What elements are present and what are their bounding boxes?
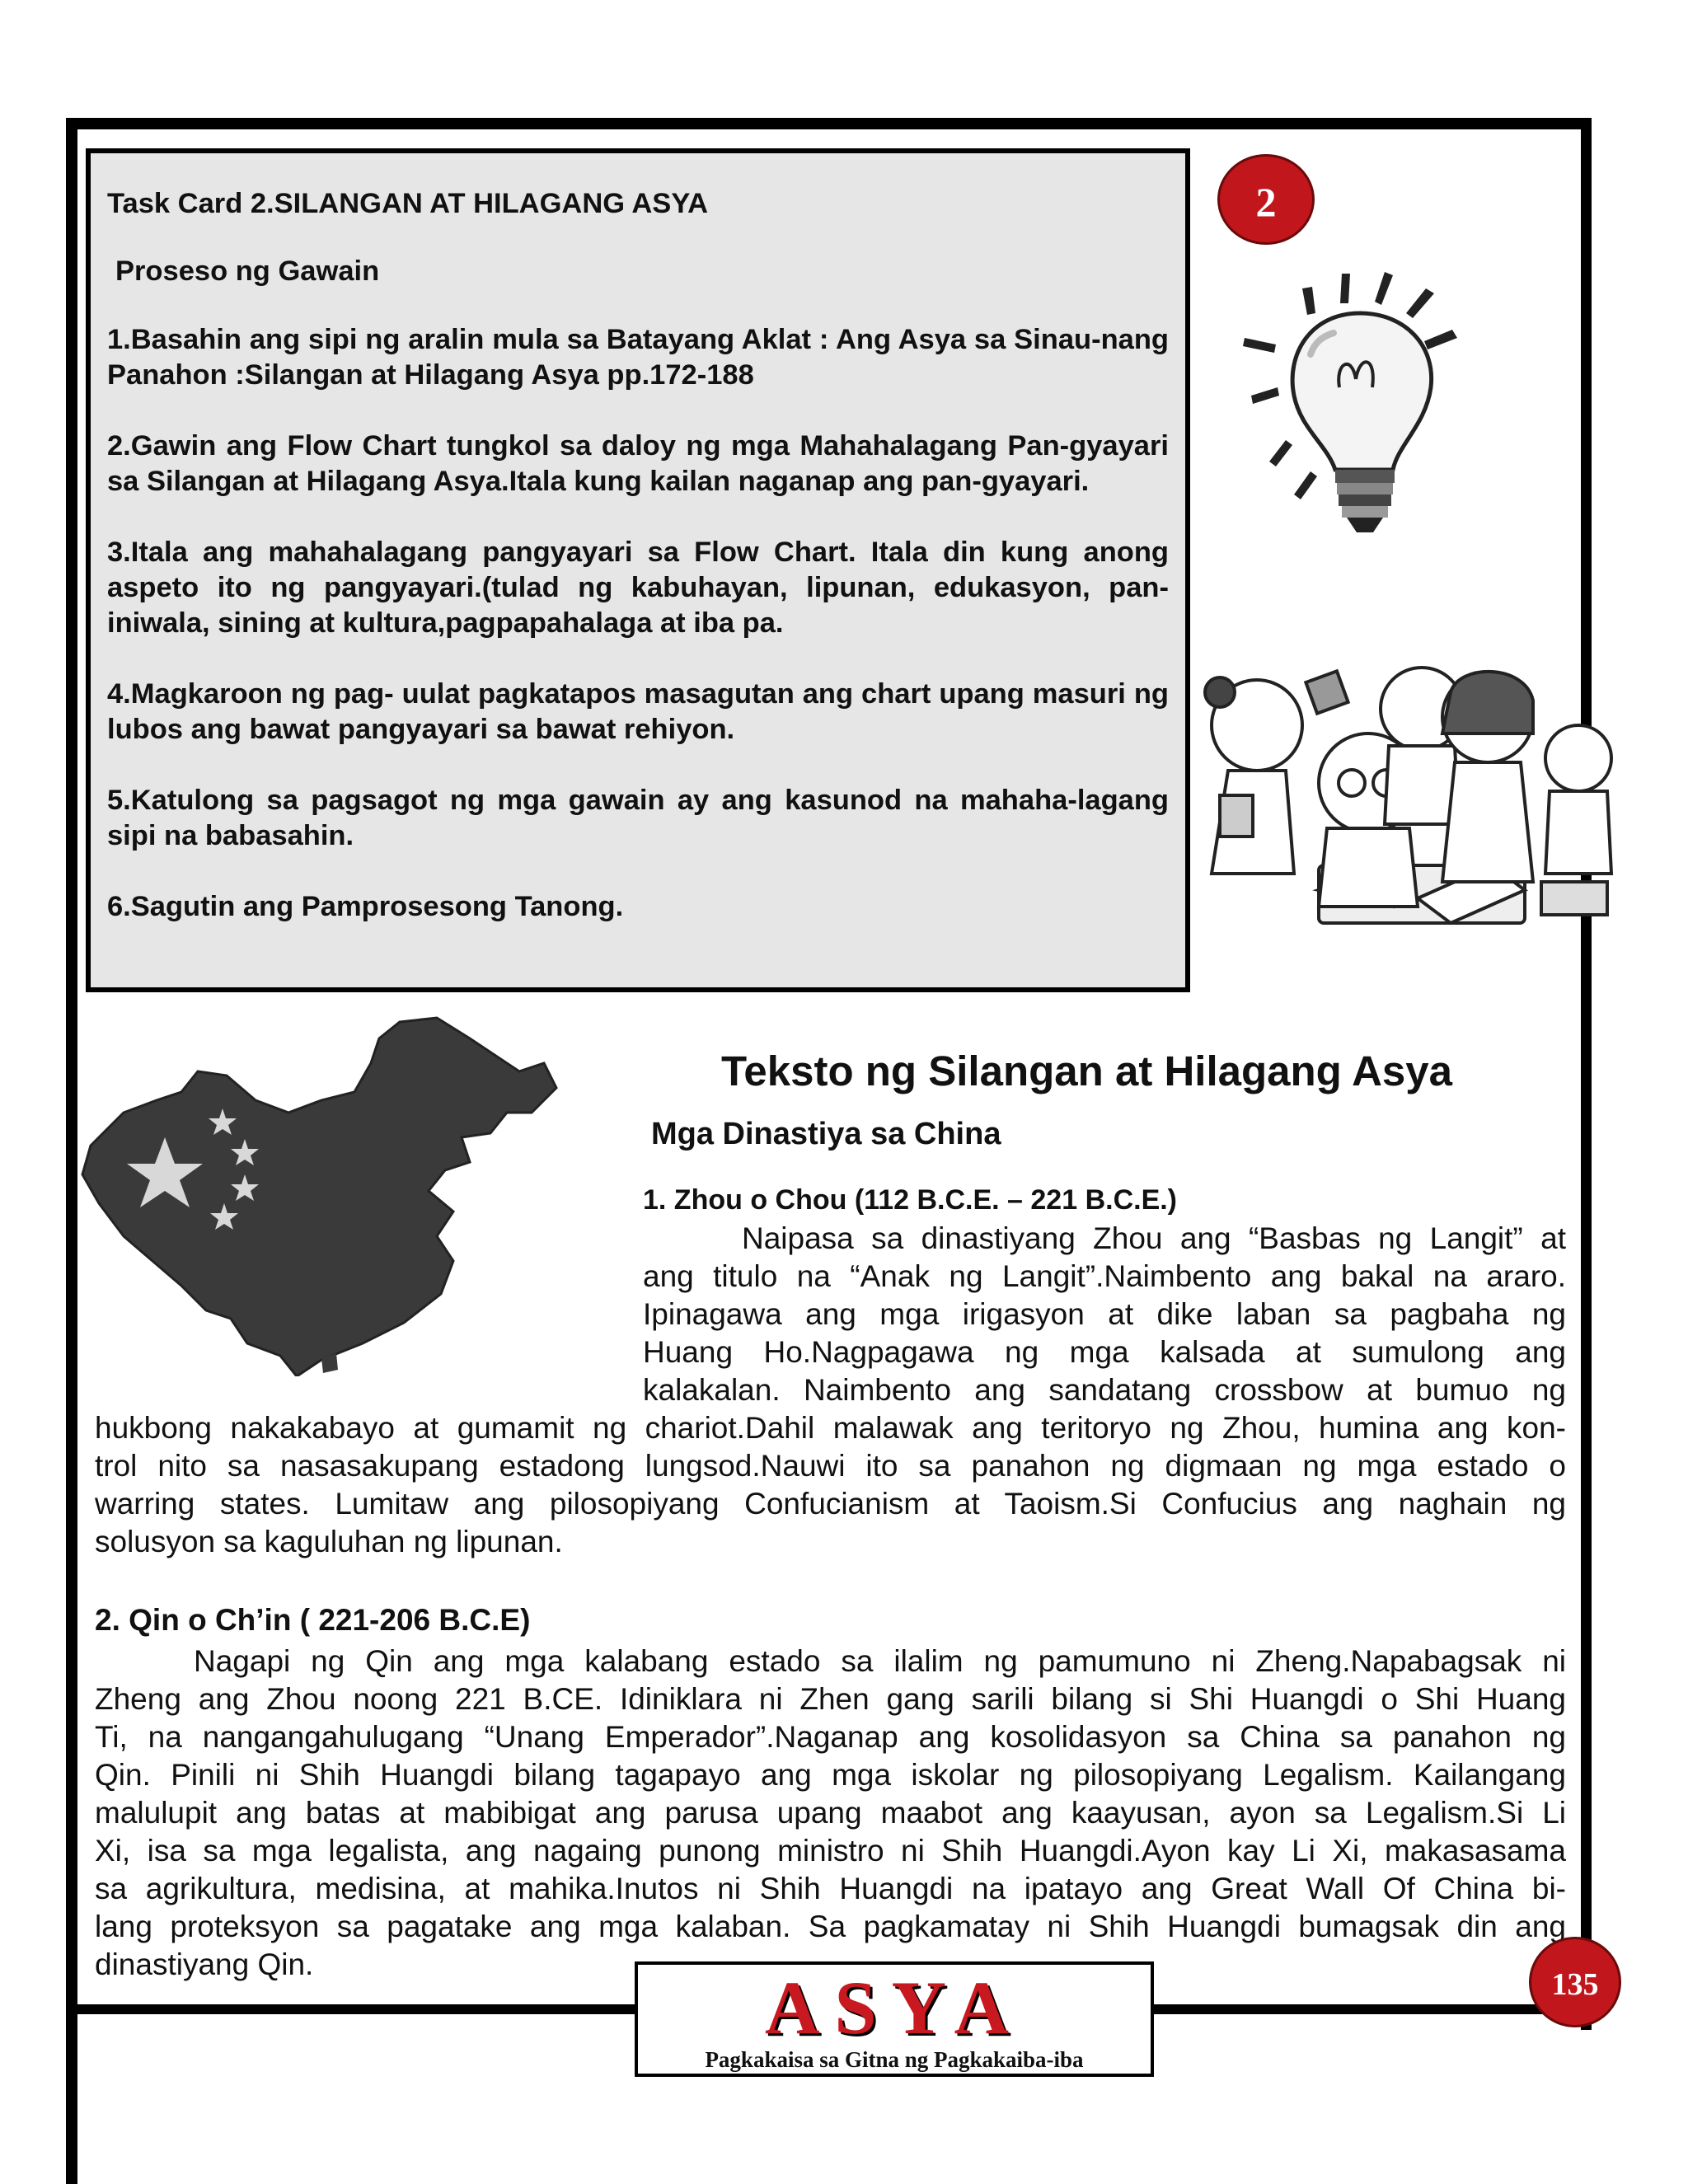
students-reading-illustration xyxy=(1195,659,1615,940)
task-card-title: Task Card 2.SILANGAN AT HILAGANG ASYA xyxy=(107,188,709,219)
page-frame-bottom-left xyxy=(70,2004,639,2014)
zhou-heading: 1. Zhou o Chou (112 B.C.E. – 221 B.C.E.) xyxy=(643,1184,1178,1216)
task-step-1: 1.Basahin ang sipi ng aralin mula sa Batayang Aklat : Ang Asya sa Sinau-nang Panahon :Silangan at Hilagang Asya pp.172-188 xyxy=(107,324,1169,391)
zhou-text-narrow xyxy=(643,1220,1566,1409)
main-heading: Teksto ng Silangan at Hilagang Asya xyxy=(721,1047,1453,1094)
qin-line: lang proteksyon sa pagatake ang mga kalaban. Sa pagkamatay ni Shih Huangdi bumagsak din ang xyxy=(95,1910,1566,1943)
process-heading: Proseso ng Gawain xyxy=(115,255,380,287)
task-step-6: 6.Sagutin ang Pamprosesong Tanong. xyxy=(107,891,624,922)
page-frame-top xyxy=(70,118,1591,129)
task-step-5: 5.Katulong sa pagsagot ng mga gawain ay ang kasunod na mahaha-lagang sipi na babasahin. xyxy=(107,785,1169,851)
zhou-line: hukbong nakakabayo at gumamit ng chariot.Dahil malawak ang teritoryo ng Zhou, humina ang kon- xyxy=(95,1411,1566,1445)
light-bulb-icon xyxy=(1236,264,1484,544)
qin-line: Qin. Pinili ni Shih Huangdi bilang tagapayo ang mga iskolar ng pilosopiyang Legalism. Kailangang xyxy=(95,1758,1566,1792)
zhou-line: ang titulo na “Anak ng Langit”.Naimbento ang bakal na araro. xyxy=(643,1259,1566,1293)
task-card xyxy=(86,148,1190,992)
qin-line: Nagapi ng Qin ang mga kalabang estado sa ilalim ng pamumuno ni Zheng.Napabagsak ni xyxy=(194,1644,1566,1678)
logo-tagline: Pagkakaisa sa Gitna ng Pagkakaiba-iba xyxy=(705,2047,1084,2072)
qin-line: dinastiyang Qin. xyxy=(95,1947,314,1981)
qin-line: Ti, na nangangahulugang “Unang Emperador”.Naganap ang kosolidasyon sa China sa panahon ng xyxy=(95,1720,1566,1754)
card-number-badge: 2 xyxy=(1217,154,1315,245)
zhou-line: trol nito sa nasasakupang estadong lungsod.Nauwi ito sa panahon ng digmaan ng mga estado o xyxy=(95,1449,1566,1483)
qin-line: sa agrikultura, medisina, at mahika.Inutos ni Shih Huangdi na ipatayo ang Great Wall Of China bi- xyxy=(95,1872,1566,1905)
task-step-4: 4.Magkaroon ng pag- uulat pagkatapos masagutan ang chart upang masuri ng lubos ang bawat pangyayari sa bawat rehiyon. xyxy=(107,678,1169,745)
qin-text xyxy=(95,1643,1566,1984)
qin-line: Xi, isa sa mga legalista, ang nagaing punong ministro ni Shih Huangdi.Ayon kay Li Xi, makasasama xyxy=(95,1834,1566,1868)
page-frame-bottom-right xyxy=(1154,2004,1550,2014)
zhou-text-wide xyxy=(95,1409,1566,1561)
logo-word: ASYA xyxy=(764,1966,1025,2050)
page-frame-right xyxy=(1581,118,1592,2030)
zhou-line: warring states. Lumitaw ang pilosopiyang Confucianism at Taoism.Si Confucius ang naghain ng xyxy=(95,1487,1566,1521)
zhou-line: Ipinagawa ang mga irigasyon at dike laban sa pagbaha ng xyxy=(643,1297,1566,1331)
task-step-2: 2.Gawin ang Flow Chart tungkol sa daloy ng mga Mahahalagang Pan-gyayari sa Silangan at Hilagang Asya.Itala kung kailan naganap ang pan-gyayari. xyxy=(107,430,1169,497)
asya-logo xyxy=(635,1961,1154,2077)
zhou-line: Huang Ho.Nagpagawa ng mga kalsada at sumulong ang xyxy=(643,1335,1566,1369)
china-map-image xyxy=(74,1014,569,1376)
page-number-badge: 135 xyxy=(1529,1937,1621,2027)
zhou-line: kalakalan. Naimbento ang sandatang crossbow at bumuo ng xyxy=(643,1373,1566,1407)
zhou-line: Naipasa sa dinastiyang Zhou ang “Basbas ng Langit” at xyxy=(742,1221,1566,1255)
task-step-3: 3.Itala ang mahahalagang pangyayari sa Flow Chart. Itala din kung anong aspeto ito ng pangyayari.(tulad ng kabuhayan, lipunan, edukasyon, pan-iniwala, sining at kultura,pagpapahalaga at iba pa. xyxy=(107,537,1169,639)
sub-heading: Mga Dinastiya sa China xyxy=(651,1117,1001,1151)
qin-line: malulupit ang batas at mabibigat ang parusa upang maabot ang kaayusan, ayon sa Legalism.Si Li xyxy=(95,1796,1566,1830)
zhou-line: solusyon sa kaguluhan ng lipunan. xyxy=(95,1525,563,1558)
qin-line: Zheng ang Zhou noong 221 B.CE. Idiniklara ni Zhen gang sarili bilang si Shi Huangdi o Shi Huang xyxy=(95,1682,1566,1716)
qin-heading: 2. Qin o Ch’in ( 221-206 B.C.E) xyxy=(95,1603,531,1637)
